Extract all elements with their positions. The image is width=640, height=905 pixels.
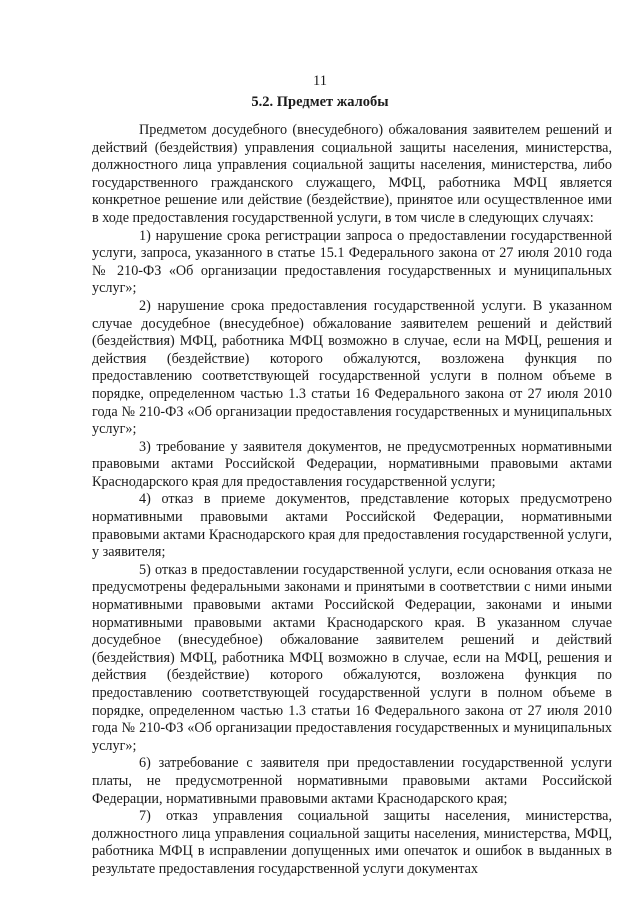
case-7-paragraph: 7) отказ управления социальной защиты населения, министерства, должностного лица управления социальной защиты населения, министерства, МФЦ, работника МФЦ в исправлении допущенных ими опечаток и ошибок в выданных в результате предоставления государственной услуги документах: [92, 808, 612, 877]
intro-paragraph: Предметом досудебного (внесудебного) обжалования заявителем решений и действий (бездействия) управления социальной защиты населения, министерства, должностного лица управления социальной защиты населения, министерства, либо государственного гражданского служащего, МФЦ, работника МФЦ является конкретное решение или действие (бездействие), принятое или осуществленное ими в ходе предоставления государственной услуги, в том числе в следующих случаях:: [92, 122, 612, 226]
case-3-paragraph: 3) требование у заявителя документов, не предусмотренных нормативными правовыми актами Российской Федерации, нормативными правовыми актами Краснодарского края для предоставления государственной услуги;: [92, 438, 612, 490]
case-4-paragraph: 4) отказ в приеме документов, представление которых предусмотрено нормативными правовыми актами Российской Федерации, нормативными правовыми актами Краснодарского края для предоставления государственной услуги, у заявителя;: [92, 491, 613, 561]
case-1-paragraph: 1) нарушение срока регистрации запроса о предоставлении государственной услуги, запроса, указанного в статье 15.1 Федерального закона от 27 июля 2010 года № 210-ФЗ «Об организации предоставления государственных и муниципальных услуг»;: [92, 227, 612, 297]
section-title: 5.2. Предмет жалобы: [251, 94, 389, 110]
case-5-paragraph: 5) отказ в предоставлении государственной услуги, если основания отказа не предусмотрены федеральными законами и принятыми в соответствии с ними иными нормативными правовыми актами Российской Федерации, законами и иными нормативными правовыми актами Краснодарского края. В указанном случае досудебное (внесудебное) обжалование заявителем решений и действий (бездействия) МФЦ, работника МФЦ возможно в случае, если на МФЦ, решения и действия (бездействие) которого обжалуются, возложена функция по предоставлению соответствующей государственной услуги в полном объеме в порядке, определенном частью 1.3 статьи 16 Федерального закона от 27 июля 2010 года № 210-ФЗ «Об организации предоставления государственных и муниципальных услуг»;: [92, 561, 612, 754]
page-number: 11: [313, 73, 327, 89]
case-2-paragraph: 2) нарушение срока предоставления государственной услуги. В указанном случае досудебное (внесудебное) обжалование заявителем решений и действий (бездействия) МФЦ, работника МФЦ возможно в случае, если на МФЦ, решения и действия (бездействие) которого обжалуются, возложена функция по предоставлению соответствующей государственной услуги в полном объеме в порядке, определенном частью 1.3 статьи 16 Федерального закона от 27 июля 2010 года № 210-ФЗ «Об организации предоставления государственных и муниципальных услуг»;: [92, 297, 612, 438]
case-6-paragraph: 6) затребование с заявителя при предоставлении государственной услуги платы, не предусмотренной нормативными правовыми актами Российской Федерации, нормативными правовыми актами Краснодарского края;: [92, 755, 612, 807]
document-body: [92, 122, 612, 879]
